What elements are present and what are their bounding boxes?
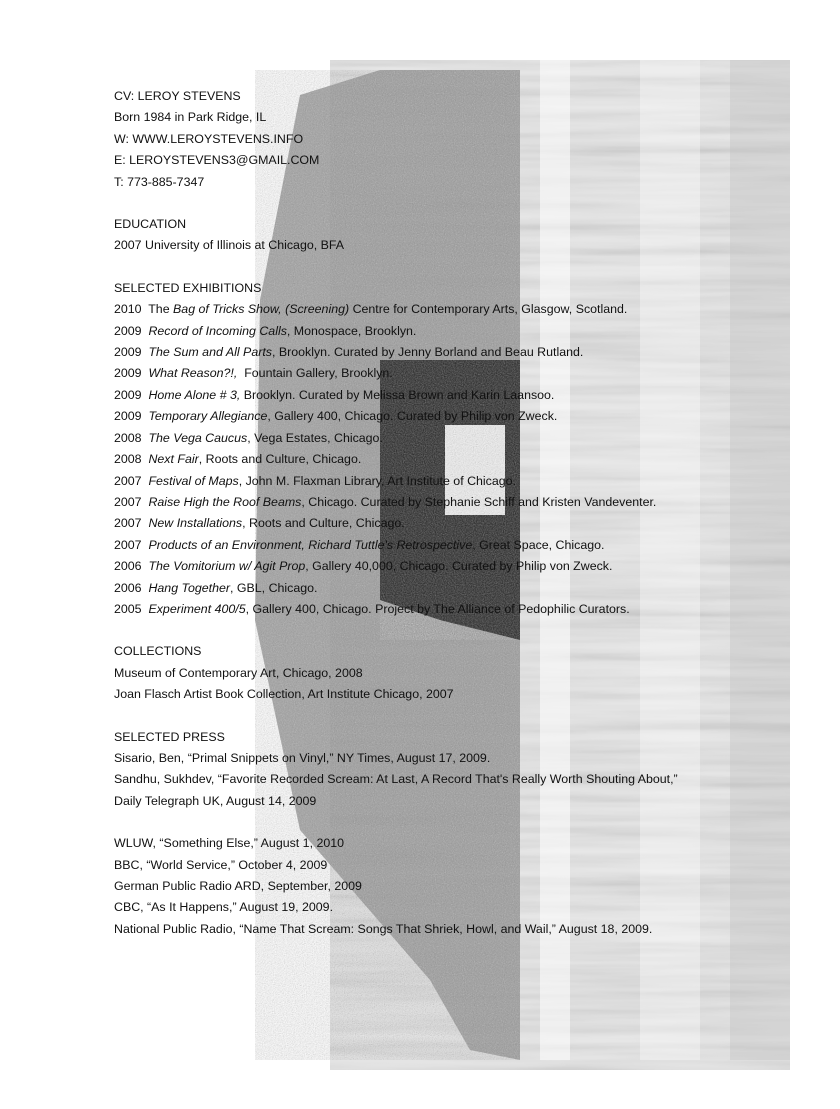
website: W: WWW.LEROYSTEVENS.INFO bbox=[114, 131, 304, 146]
exhibition-item bbox=[114, 471, 814, 492]
exhibition-year: 2009 bbox=[114, 387, 142, 402]
exhibition-item bbox=[114, 385, 814, 406]
exhibition-item bbox=[114, 342, 814, 363]
exhibition-year: 2007 bbox=[114, 494, 142, 509]
exhibition-item bbox=[114, 535, 814, 556]
exhibition-venue: , GBL, Chicago. bbox=[230, 580, 318, 595]
exhibition-title: Raise High the Roof Beams bbox=[148, 494, 302, 509]
spacer bbox=[114, 812, 814, 833]
exhibition-year: 2009 bbox=[114, 409, 142, 424]
exhibition-year: 2007 bbox=[114, 473, 142, 488]
broadcast-item: BBC, “World Service,” October 4, 2009 bbox=[114, 857, 328, 872]
exhibition-title: Experiment 400/5 bbox=[148, 601, 246, 616]
exhibition-year: 2010 bbox=[114, 302, 142, 317]
exhibition-venue: , Brooklyn. Curated by Jenny Borland and Beau Rutland. bbox=[271, 345, 584, 360]
collection-item: Joan Flasch Artist Book Collection, Art Institute Chicago, 2007 bbox=[114, 687, 454, 702]
exhibition-title: Next Fair bbox=[148, 452, 199, 467]
exhibition-item bbox=[114, 556, 814, 577]
exhibition-title: The Vomitorium w/ Agit Prop bbox=[148, 559, 306, 574]
exhibition-year: 2005 bbox=[114, 601, 142, 616]
collection-item: Museum of Contemporary Art, Chicago, 2008 bbox=[114, 665, 363, 680]
exhibition-item bbox=[114, 513, 814, 534]
exhibition-item bbox=[114, 406, 814, 427]
exhibition-title: Products of an Environment, Richard Tuttle's Retrospective bbox=[148, 537, 473, 552]
education-entry: 2007 University of Illinois at Chicago, BFA bbox=[114, 238, 345, 253]
press-heading: SELECTED PRESS bbox=[114, 729, 225, 744]
collections-heading: COLLECTIONS bbox=[114, 644, 202, 659]
exhibition-venue: , Vega Estates, Chicago. bbox=[247, 430, 383, 445]
exhibition-title: Hang Together bbox=[148, 580, 230, 595]
exhibition-venue: , John M. Flaxman Library, Art Institute of Chicago. bbox=[238, 473, 516, 488]
exhibition-item bbox=[114, 492, 814, 513]
exhibition-title: The Vega Caucus bbox=[148, 430, 248, 445]
exhibition-item bbox=[114, 299, 814, 320]
exhibition-venue: , Great Space, Chicago. bbox=[472, 537, 605, 552]
exhibition-separator: The bbox=[141, 302, 174, 317]
cv-document bbox=[114, 86, 814, 940]
phone: T: 773-885-7347 bbox=[114, 174, 205, 189]
exhibition-item bbox=[114, 321, 814, 342]
education-heading: EDUCATION bbox=[114, 217, 187, 232]
broadcast-item: WLUW, “Something Else,” August 1, 2010 bbox=[114, 836, 345, 851]
exhibition-year: 2008 bbox=[114, 430, 142, 445]
exhibition-item bbox=[114, 599, 814, 620]
exhibition-title: The Sum and All Parts bbox=[148, 345, 272, 360]
exhibition-title: What Reason?!, bbox=[148, 366, 238, 381]
exhibition-title: Record of Incoming Calls bbox=[148, 323, 287, 338]
exhibition-item bbox=[114, 578, 814, 599]
exhibition-venue: Centre for Contemporary Arts, Glasgow, Scotland. bbox=[349, 302, 628, 317]
broadcast-item: National Public Radio, “Name That Scream: Songs That Shriek, Howl, and Wail,” August 18, 2009. bbox=[114, 921, 653, 936]
exhibition-title: Bag of Tricks Show, (Screening) bbox=[173, 302, 350, 317]
exhibition-venue: , Monospace, Brooklyn. bbox=[286, 323, 417, 338]
email: E: LEROYSTEVENS3@GMAIL.COM bbox=[114, 153, 320, 168]
exhibition-venue: , Chicago. Curated by Stephanie Schiff and Kristen Vandeventer. bbox=[301, 494, 657, 509]
exhibitions-heading: SELECTED EXHIBITIONS bbox=[114, 280, 262, 295]
exhibitions-list bbox=[114, 299, 814, 620]
exhibition-venue: , Gallery 400, Chicago. Project by The Alliance of Pedophilic Curators. bbox=[245, 601, 630, 616]
exhibition-venue: , Gallery 400, Chicago. Curated by Philip von Zweck. bbox=[267, 409, 558, 424]
press-item: Sisario, Ben, “Primal Snippets on Vinyl,” NY Times, August 17, 2009. bbox=[114, 750, 491, 765]
exhibition-venue: Brooklyn. Curated by Melissa Brown and Karin Laansoo. bbox=[240, 387, 555, 402]
exhibition-year: 2006 bbox=[114, 559, 142, 574]
exhibition-year: 2006 bbox=[114, 580, 142, 595]
exhibition-title: Temporary Allegiance bbox=[148, 409, 268, 424]
exhibition-item bbox=[114, 363, 814, 384]
press-item: Sandhu, Sukhdev, “Favorite Recorded Scream: At Last, A Record That's Really Worth Shouting About,” bbox=[114, 772, 678, 787]
cv-title: CV: LEROY STEVENS bbox=[114, 89, 241, 103]
birth-info: Born 1984 in Park Ridge, IL bbox=[114, 110, 267, 125]
exhibition-item bbox=[114, 428, 814, 449]
exhibition-title: New Installations bbox=[148, 516, 243, 531]
exhibition-title: Home Alone # 3, bbox=[148, 387, 241, 402]
exhibition-item bbox=[114, 449, 814, 470]
press-item: Daily Telegraph UK, August 14, 2009 bbox=[114, 793, 317, 808]
exhibition-year: 2009 bbox=[114, 323, 142, 338]
exhibition-year: 2007 bbox=[114, 516, 142, 531]
exhibition-venue: , Gallery 40,000, Chicago. Curated by Philip von Zweck. bbox=[305, 559, 613, 574]
broadcast-item: CBC, “As It Happens,” August 19, 2009. bbox=[114, 900, 334, 915]
exhibition-venue: , Roots and Culture, Chicago. bbox=[198, 452, 362, 467]
exhibition-year: 2007 bbox=[114, 537, 142, 552]
exhibition-year: 2009 bbox=[114, 366, 142, 381]
broadcast-item: German Public Radio ARD, September, 2009 bbox=[114, 879, 362, 893]
exhibition-title: Festival of Maps bbox=[148, 473, 239, 488]
exhibition-year: 2008 bbox=[114, 452, 142, 467]
exhibition-venue: Fountain Gallery, Brooklyn. bbox=[237, 366, 393, 381]
exhibition-venue: , Roots and Culture, Chicago. bbox=[242, 516, 405, 531]
exhibition-year: 2009 bbox=[114, 345, 142, 360]
